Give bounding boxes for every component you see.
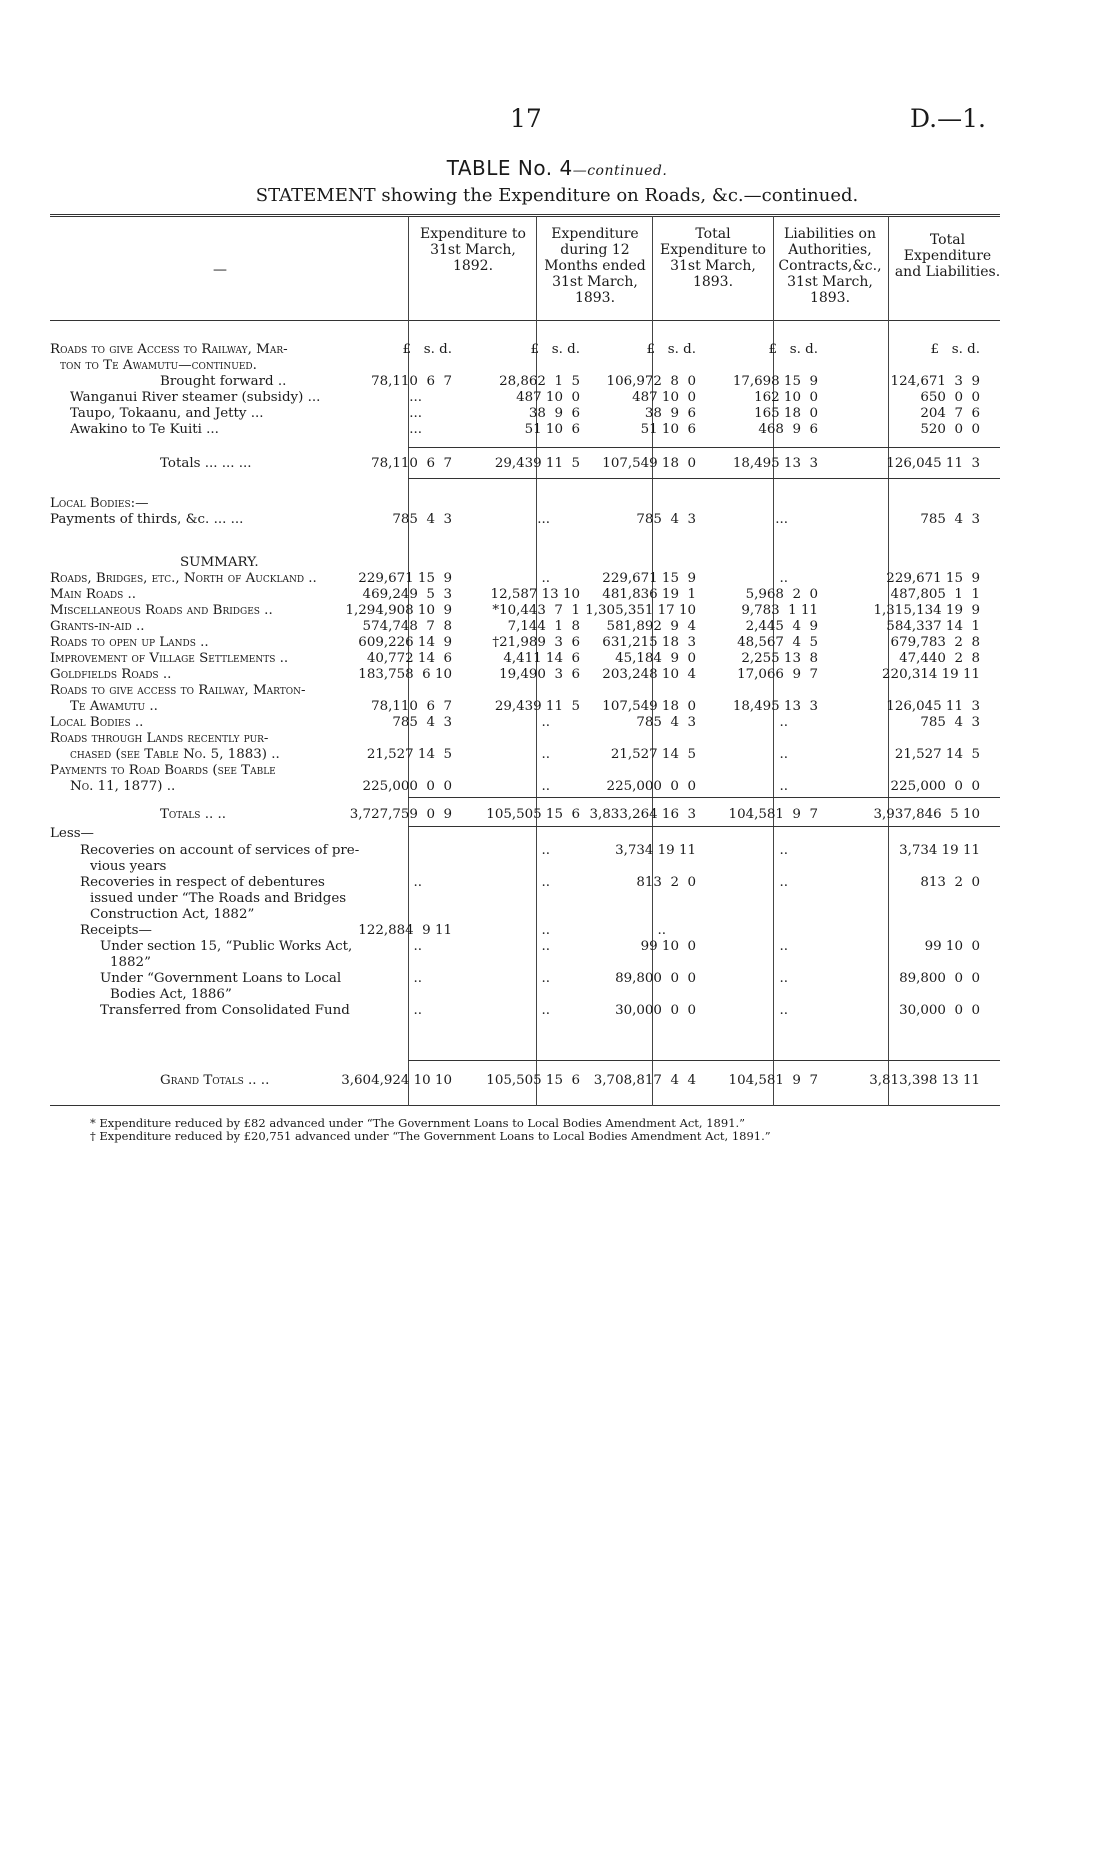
units-col-1: £ s. d. bbox=[402, 342, 452, 357]
cell-col-2: 7,144 1 8 bbox=[507, 619, 580, 634]
cell-col-4: 17,698 15 9 bbox=[732, 374, 818, 389]
row-label: Goldfields Roads .. bbox=[50, 667, 172, 682]
row-label: Main Roads .. bbox=[50, 587, 137, 602]
section1-row bbox=[50, 406, 1000, 422]
cell-col-2: 19,490 3 6 bbox=[499, 667, 580, 682]
units-col-2: £ s. d. bbox=[530, 342, 580, 357]
cell-col-2: 51 10 6 bbox=[524, 422, 580, 437]
cell-col-3: 229,671 15 9 bbox=[602, 571, 696, 586]
cell-col-5: 89,800 0 0 bbox=[899, 971, 980, 986]
cell-col-3: 51 10 6 bbox=[640, 422, 696, 437]
cell-col-1: 574,748 7 8 bbox=[362, 619, 452, 634]
less-row bbox=[50, 987, 1000, 1003]
cell-col-3: 785 4 3 bbox=[636, 715, 696, 730]
cell-col-1: 3,604,924 10 10 bbox=[341, 1073, 452, 1088]
cell-col-2: 12,587 13 10 bbox=[490, 587, 580, 602]
cell-col-4: .. bbox=[779, 747, 788, 762]
cell-col-5: 650 0 0 bbox=[920, 390, 980, 405]
row-label: Roads, Bridges, etc., North of Auckland .. bbox=[50, 571, 317, 586]
cell-col-3: 813 2 0 bbox=[636, 875, 696, 890]
summary-row bbox=[50, 635, 1000, 651]
cell-col-4: 2,255 13 8 bbox=[741, 651, 818, 666]
less-row bbox=[50, 923, 1000, 939]
cell-col-1: 78,110 6 7 bbox=[371, 374, 452, 389]
cell-col-3: 3,708,817 4 4 bbox=[593, 1073, 696, 1088]
header-col-5: Total Expenditure and Liabilities. bbox=[894, 232, 1001, 280]
grand-totals-rule-top bbox=[408, 1060, 1000, 1061]
units-col-5: £ s. d. bbox=[930, 342, 980, 357]
summary-row bbox=[50, 619, 1000, 635]
cell-col-3: 99 10 0 bbox=[640, 939, 696, 954]
cell-col-2: 28,862 1 5 bbox=[499, 374, 580, 389]
cell-col-3: 481,836 19 1 bbox=[602, 587, 696, 602]
cell-col-4: 5,968 2 0 bbox=[745, 587, 818, 602]
less-row bbox=[50, 955, 1000, 971]
cell-col-1: 78,110 6 7 bbox=[371, 699, 452, 714]
table-title-main: TABLE No. 4 bbox=[446, 156, 573, 180]
cell-col-1: 78,110 6 7 bbox=[371, 456, 452, 471]
summary-row bbox=[50, 779, 1000, 795]
less-row bbox=[50, 875, 1000, 891]
cell-col-5: 204 7 6 bbox=[920, 406, 980, 421]
less-row bbox=[50, 1003, 1000, 1019]
cell-col-3: 89,800 0 0 bbox=[615, 971, 696, 986]
row-label: Recoveries in respect of debentures bbox=[80, 875, 325, 890]
cell-col-4: 162 10 0 bbox=[754, 390, 818, 405]
cell-col-1: .. bbox=[413, 939, 422, 954]
summary-row bbox=[50, 763, 1000, 779]
summary-row bbox=[50, 699, 1000, 715]
units-row bbox=[50, 342, 1000, 358]
section-title-line-1: Roads to give Access to Railway, Mar- bbox=[50, 342, 288, 357]
summary-row bbox=[50, 587, 1000, 603]
cell-col-4: 18,495 13 3 bbox=[732, 456, 818, 471]
cell-col-3: 487 10 0 bbox=[632, 390, 696, 405]
section2-row bbox=[50, 512, 1000, 528]
less-row bbox=[50, 971, 1000, 987]
cell-col-1: ... bbox=[409, 390, 422, 405]
cell-col-4: 18,495 13 3 bbox=[732, 699, 818, 714]
cell-col-4: .. bbox=[779, 843, 788, 858]
row-label: Local Bodies:— bbox=[50, 496, 149, 511]
cell-col-4: 17,066 9 7 bbox=[737, 667, 818, 682]
cell-col-3: 38 9 6 bbox=[644, 406, 696, 421]
cell-col-4: .. bbox=[779, 715, 788, 730]
cell-col-5: 1,315,134 19 9 bbox=[873, 603, 980, 618]
row-label: Roads to open up Lands .. bbox=[50, 635, 209, 650]
section-title-line-2: ton to Te Awamutu—continued. bbox=[60, 358, 257, 373]
footnote-2: † Expenditure reduced by £20,751 advanced under “The Government Loans to Local Bodies Amendment Act, 1891.” bbox=[90, 1129, 771, 1143]
cell-col-5: 3,734 19 11 bbox=[899, 843, 980, 858]
cell-col-2: .. bbox=[541, 843, 550, 858]
summary-title-row bbox=[50, 555, 1000, 571]
row-label: Brought forward .. bbox=[160, 374, 287, 389]
cell-col-5: 3,937,846 5 10 bbox=[873, 807, 980, 822]
cell-col-3: 3,833,264 16 3 bbox=[589, 807, 696, 822]
units-col-4: £ s. d. bbox=[768, 342, 818, 357]
cell-col-4: .. bbox=[779, 571, 788, 586]
table-title-suffix: —continued. bbox=[572, 163, 668, 179]
cell-col-2: .. bbox=[541, 939, 550, 954]
section1-row bbox=[50, 390, 1000, 406]
row-label: Totals .. .. bbox=[160, 807, 227, 822]
cell-col-4: 468 9 6 bbox=[758, 422, 818, 437]
cell-col-5: 813 2 0 bbox=[920, 875, 980, 890]
summary-totals-rule-top bbox=[408, 797, 1000, 798]
cell-col-5: 30,000 0 0 bbox=[899, 1003, 980, 1018]
header-label-col: — bbox=[213, 262, 227, 278]
grand-totals-row bbox=[50, 1073, 1000, 1089]
summary-row bbox=[50, 731, 1000, 747]
header-col-3: Total Expenditure to 31st March, 1893. bbox=[660, 226, 766, 290]
row-label: Wanganui River steamer (subsidy) ... bbox=[70, 390, 321, 405]
row-label: Construction Act, 1882” bbox=[90, 907, 255, 922]
cell-col-1: 40,772 14 6 bbox=[366, 651, 452, 666]
cell-col-2: .. bbox=[541, 715, 550, 730]
cell-col-4: .. bbox=[779, 779, 788, 794]
row-label: Roads through Lands recently pur- bbox=[50, 731, 269, 746]
cell-col-4: 9,783 1 11 bbox=[741, 603, 818, 618]
cell-col-1: 1,294,908 10 9 bbox=[345, 603, 452, 618]
row-label: Payments to Road Boards (see Table bbox=[50, 763, 276, 778]
header-col-4: Liabilities on Authorities, Contracts,&c., 31st March, 1893. bbox=[778, 226, 882, 306]
cell-col-1: 183,758 6 10 bbox=[358, 667, 452, 682]
cell-col-5: 679,783 2 8 bbox=[890, 635, 980, 650]
table-top-rule bbox=[50, 214, 1000, 215]
cell-col-5: 225,000 0 0 bbox=[890, 779, 980, 794]
cell-col-5: 99 10 0 bbox=[924, 939, 980, 954]
cell-col-1: .. bbox=[413, 971, 422, 986]
row-label: Payments of thirds, &c. ... ... bbox=[50, 512, 244, 527]
cell-col-2: 105,505 15 6 bbox=[486, 807, 580, 822]
less-row bbox=[50, 891, 1000, 907]
summary-row bbox=[50, 715, 1000, 731]
cell-col-1: 3,727,759 0 9 bbox=[349, 807, 452, 822]
cell-col-5: 487,805 1 1 bbox=[890, 587, 980, 602]
cell-col-3: 30,000 0 0 bbox=[615, 1003, 696, 1018]
row-label: Taupo, Tokaanu, and Jetty ... bbox=[70, 406, 264, 421]
cell-col-2: 38 9 6 bbox=[528, 406, 580, 421]
page-number: 17 bbox=[510, 104, 542, 133]
cell-col-3: 225,000 0 0 bbox=[606, 779, 696, 794]
footnote-1: * Expenditure reduced by £82 advanced under “The Government Loans to Local Bodies Amendment Act, 1891.” bbox=[90, 1116, 746, 1130]
document-reference: D.—1. bbox=[910, 104, 986, 133]
cell-col-3: 107,549 18 0 bbox=[602, 699, 696, 714]
cell-col-5: 229,671 15 9 bbox=[886, 571, 980, 586]
row-label: Transferred from Consolidated Fund bbox=[100, 1003, 350, 1018]
summary-row bbox=[50, 667, 1000, 683]
cell-col-5: 126,045 11 3 bbox=[886, 456, 980, 471]
cell-col-2: .. bbox=[541, 923, 550, 938]
cell-col-2: .. bbox=[541, 747, 550, 762]
cell-col-3: 581,892 9 4 bbox=[606, 619, 696, 634]
row-label: Miscellaneous Roads and Bridges .. bbox=[50, 603, 273, 618]
cell-col-4: ... bbox=[775, 512, 788, 527]
section1-row bbox=[50, 374, 1000, 390]
row-label: Under “Government Loans to Local bbox=[100, 971, 342, 986]
section1-totals-row bbox=[50, 456, 1000, 472]
row-label: Roads to give access to Railway, Marton- bbox=[50, 683, 306, 698]
cell-col-1: 469,249 5 3 bbox=[362, 587, 452, 602]
row-label: Local Bodies .. bbox=[50, 715, 144, 730]
cell-col-1: 225,000 0 0 bbox=[362, 779, 452, 794]
cell-col-3: 21,527 14 5 bbox=[610, 747, 696, 762]
summary-row bbox=[50, 747, 1000, 763]
row-label: SUMMARY. bbox=[180, 555, 259, 570]
cell-col-1: 122,884 9 11 bbox=[358, 923, 452, 938]
cell-col-2: 105,505 15 6 bbox=[486, 1073, 580, 1088]
row-label: Awakino to Te Kuiti ... bbox=[70, 422, 219, 437]
table-top-rule-2 bbox=[50, 216, 1000, 217]
cell-col-5: 47,440 2 8 bbox=[899, 651, 980, 666]
cell-col-5: 785 4 3 bbox=[920, 512, 980, 527]
cell-col-3: 1,305,351 17 10 bbox=[585, 603, 696, 618]
cell-col-2: .. bbox=[541, 971, 550, 986]
cell-col-3: .. bbox=[657, 923, 666, 938]
cell-col-3: 3,734 19 11 bbox=[615, 843, 696, 858]
cell-col-1: .. bbox=[413, 1003, 422, 1018]
cell-col-1: 785 4 3 bbox=[392, 715, 452, 730]
cell-col-4: 104,581 9 7 bbox=[728, 1073, 818, 1088]
cell-col-5: 520 0 0 bbox=[920, 422, 980, 437]
section-title-row-2 bbox=[50, 358, 1000, 374]
row-label: Recoveries on account of services of pre- bbox=[80, 843, 360, 858]
cell-col-2: 4,411 14 6 bbox=[503, 651, 580, 666]
cell-col-2: 29,439 11 5 bbox=[494, 456, 580, 471]
row-label: Grants-in-aid .. bbox=[50, 619, 145, 634]
less-row bbox=[50, 939, 1000, 955]
cell-col-4: .. bbox=[779, 939, 788, 954]
cell-col-2: .. bbox=[541, 571, 550, 586]
section1-totals-rule-bottom bbox=[408, 478, 1000, 479]
cell-col-3: 106,972 8 0 bbox=[606, 374, 696, 389]
cell-col-3: 785 4 3 bbox=[636, 512, 696, 527]
cell-col-2: 29,439 11 5 bbox=[494, 699, 580, 714]
cell-col-4: 2,445 4 9 bbox=[745, 619, 818, 634]
cell-col-2: .. bbox=[541, 1003, 550, 1018]
units-col-3: £ s. d. bbox=[646, 342, 696, 357]
cell-col-3: 631,215 18 3 bbox=[602, 635, 696, 650]
less-row bbox=[50, 907, 1000, 923]
cell-col-4: 104,581 9 7 bbox=[728, 807, 818, 822]
summary-totals-row bbox=[50, 807, 1000, 823]
cell-col-5: 3,813,398 13 11 bbox=[869, 1073, 980, 1088]
summary-row bbox=[50, 571, 1000, 587]
summary-row bbox=[50, 651, 1000, 667]
cell-col-4: .. bbox=[779, 1003, 788, 1018]
cell-col-4: .. bbox=[779, 971, 788, 986]
cell-col-4: .. bbox=[779, 875, 788, 890]
header-bottom-rule bbox=[50, 320, 1000, 321]
section1-totals-rule-top bbox=[408, 447, 1000, 448]
cell-col-4: 48,567 4 5 bbox=[737, 635, 818, 650]
row-label: Less— bbox=[50, 826, 94, 841]
cell-col-5: 21,527 14 5 bbox=[894, 747, 980, 762]
cell-col-3: 45,184 9 0 bbox=[615, 651, 696, 666]
row-label: Under section 15, “Public Works Act, bbox=[100, 939, 353, 954]
cell-col-1: 785 4 3 bbox=[392, 512, 452, 527]
section1-row bbox=[50, 422, 1000, 438]
header-col-1: Expenditure to 31st March, 1892. bbox=[420, 226, 526, 274]
cell-col-1: 229,671 15 9 bbox=[358, 571, 452, 586]
row-label: 1882” bbox=[110, 955, 151, 970]
cell-col-5: 126,045 11 3 bbox=[886, 699, 980, 714]
row-label: Te Awamutu .. bbox=[70, 699, 158, 714]
less-title-row bbox=[50, 826, 1000, 842]
row-label: chased (see Table No. 5, 1883) .. bbox=[70, 747, 280, 762]
cell-col-1: ... bbox=[409, 406, 422, 421]
table-subtitle: STATEMENT showing the Expenditure on Roads, &c.—continued. bbox=[255, 185, 859, 206]
row-label: issued under “The Roads and Bridges bbox=[90, 891, 347, 906]
header-col-2: Expenditure during 12 Months ended 31st March, 1893. bbox=[544, 226, 646, 306]
cell-col-5: 220,314 19 11 bbox=[882, 667, 980, 682]
cell-col-4: 165 18 0 bbox=[754, 406, 818, 421]
cell-col-1: ... bbox=[409, 422, 422, 437]
cell-col-2: ... bbox=[537, 512, 550, 527]
cell-col-2: †21,989 3 6 bbox=[492, 635, 580, 650]
cell-col-1: .. bbox=[413, 875, 422, 890]
cell-col-3: 107,549 18 0 bbox=[602, 456, 696, 471]
cell-col-2: 487 10 0 bbox=[516, 390, 580, 405]
cell-col-2: .. bbox=[541, 779, 550, 794]
cell-col-5: 785 4 3 bbox=[920, 715, 980, 730]
section2-title-row bbox=[50, 496, 1000, 512]
cell-col-5: 584,337 14 1 bbox=[886, 619, 980, 634]
cell-col-2: *10,443 7 1 bbox=[492, 603, 580, 618]
cell-col-2: .. bbox=[541, 875, 550, 890]
row-label: No. 11, 1877) .. bbox=[70, 779, 176, 794]
cell-col-1: 609,226 14 9 bbox=[358, 635, 452, 650]
cell-col-1: 21,527 14 5 bbox=[366, 747, 452, 762]
row-label: Grand Totals .. .. bbox=[160, 1073, 270, 1088]
summary-row bbox=[50, 683, 1000, 699]
row-label: Bodies Act, 1886” bbox=[110, 987, 232, 1002]
row-label: Totals ... ... ... bbox=[160, 456, 252, 471]
cell-col-3: 203,248 10 4 bbox=[602, 667, 696, 682]
summary-row bbox=[50, 603, 1000, 619]
row-label: vious years bbox=[90, 859, 167, 874]
table-bottom-rule bbox=[50, 1105, 1000, 1106]
less-row bbox=[50, 843, 1000, 859]
less-row bbox=[50, 859, 1000, 875]
table-title bbox=[0, 156, 1114, 180]
cell-col-5: 124,671 3 9 bbox=[890, 374, 980, 389]
row-label: Improvement of Village Settlements .. bbox=[50, 651, 289, 666]
row-label: Receipts— bbox=[80, 923, 152, 938]
